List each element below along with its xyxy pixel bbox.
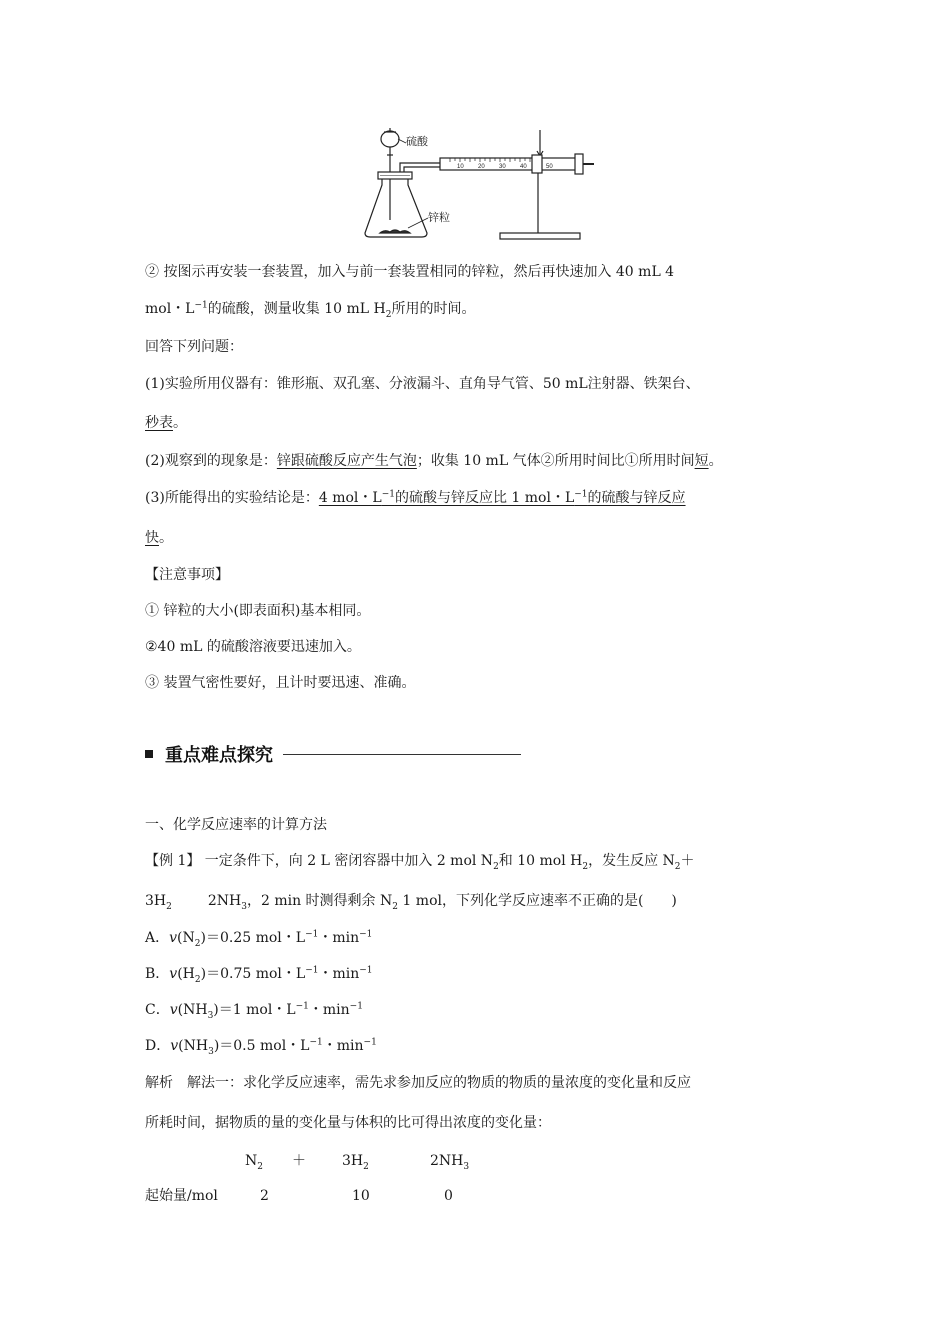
table-header-h2: $3H_2$ bbox=[342, 1153, 369, 1172]
question-2: (2)观察到的现象是：锌跟硫酸反应产生气泡；收集 10 mL 气体②所用时间比①所用时间短。 bbox=[145, 453, 723, 469]
question-3: (3)所能得出的实验结论是：4 mol・$L^{-1}$的硫酸与锌反应比 1 mol・$L^{-1}$的硫酸与锌反应 bbox=[145, 489, 686, 506]
table-cell: 0 bbox=[444, 1188, 453, 1204]
note-item: ① 锌粒的大小(即表面积)基本相同。 bbox=[145, 603, 371, 619]
question-3-end: 快。 bbox=[145, 530, 173, 546]
syringe-tick-label: 30 bbox=[499, 164, 506, 170]
syringe-tick-label: 10 bbox=[457, 164, 464, 170]
label-zinc-granules: 锌粒 bbox=[428, 211, 450, 224]
table-header-plus: ＋ bbox=[292, 1153, 306, 1169]
table-cell: 2 bbox=[260, 1188, 269, 1204]
option-b: B．$v(H_2)=0.75$ mol・$L^{-1}$・$\min^{-1}$ bbox=[145, 965, 373, 985]
label-sulfuric-acid: 硫酸 bbox=[406, 135, 428, 148]
note-item: ②40 mL 的硫酸溶液要迅速加入。 bbox=[145, 639, 361, 655]
heading-bullet bbox=[145, 750, 153, 758]
table-header-n2: $N_2$ bbox=[245, 1153, 263, 1172]
step2-line2: mol・$L^{-1}$的硫酸，测量收集 10 mL $H_2$所用的时间。 bbox=[145, 300, 476, 320]
question-1-answer: 秒表。 bbox=[145, 415, 187, 431]
note-item: ③ 装置气密性要好，且计时要迅速、准确。 bbox=[145, 675, 416, 691]
example-line1: 【例 1】 一定条件下，向 2 L 密闭容器中加入 2 mol $N_2$和 10 mol $H_2$，发生反应 $N_2+$ bbox=[145, 853, 695, 872]
table-header-nh3: $2NH_3$ bbox=[430, 1153, 470, 1172]
section-heading-text: 重点难点探究 bbox=[165, 745, 273, 766]
analysis-line2: 所耗时间，据物质的量的变化量与体积的比可得出浓度的变化量： bbox=[145, 1115, 551, 1131]
question-1: (1)实验所用仪器有：锥形瓶、双孔塞、分液漏斗、直角导气管、50 mL注射器、铁架台、 bbox=[145, 376, 700, 392]
syringe-tick-label: 40 bbox=[520, 164, 527, 170]
table-cell: 10 bbox=[352, 1188, 370, 1204]
step2-line1: ② 按图示再安装一套装置，加入与前一套装置相同的锌粒，然后再快速加入 40 mL 4 bbox=[145, 264, 675, 280]
table-row-label: 起始量/mol bbox=[145, 1188, 218, 1204]
example-line2: $3H_2$ $2NH_3$，2 min 时测得剩余 $N_2$ 1 mol，下列化学反应速率不正确的是( ) bbox=[145, 893, 677, 912]
answer-intro: 回答下列问题： bbox=[145, 339, 243, 355]
heading-rule bbox=[283, 754, 521, 755]
syringe-tick-label: 20 bbox=[478, 164, 485, 170]
analysis-line1: 解析 解法一：求化学反应速率，需先求参加反应的物质的物质的量浓度的变化量和反应 bbox=[145, 1075, 691, 1091]
syringe-tick-label: 50 bbox=[546, 164, 553, 170]
notes-title: 【注意事项】 bbox=[145, 567, 229, 583]
apparatus-figure bbox=[360, 125, 600, 245]
option-c: C．$v(NH_3)=1$ mol・$L^{-1}$・$\min^{-1}$ bbox=[145, 1001, 363, 1021]
option-d: D．$v(NH_3)=0.5$ mol・$L^{-1}$・$\min^{-1}$ bbox=[145, 1037, 377, 1057]
part1-title: 一、化学反应速率的计算方法 bbox=[145, 817, 327, 833]
option-a: A．$v(N_2)=0.25$ mol・$L^{-1}$・$\min^{-1}$ bbox=[145, 929, 373, 949]
section-heading bbox=[145, 742, 521, 766]
